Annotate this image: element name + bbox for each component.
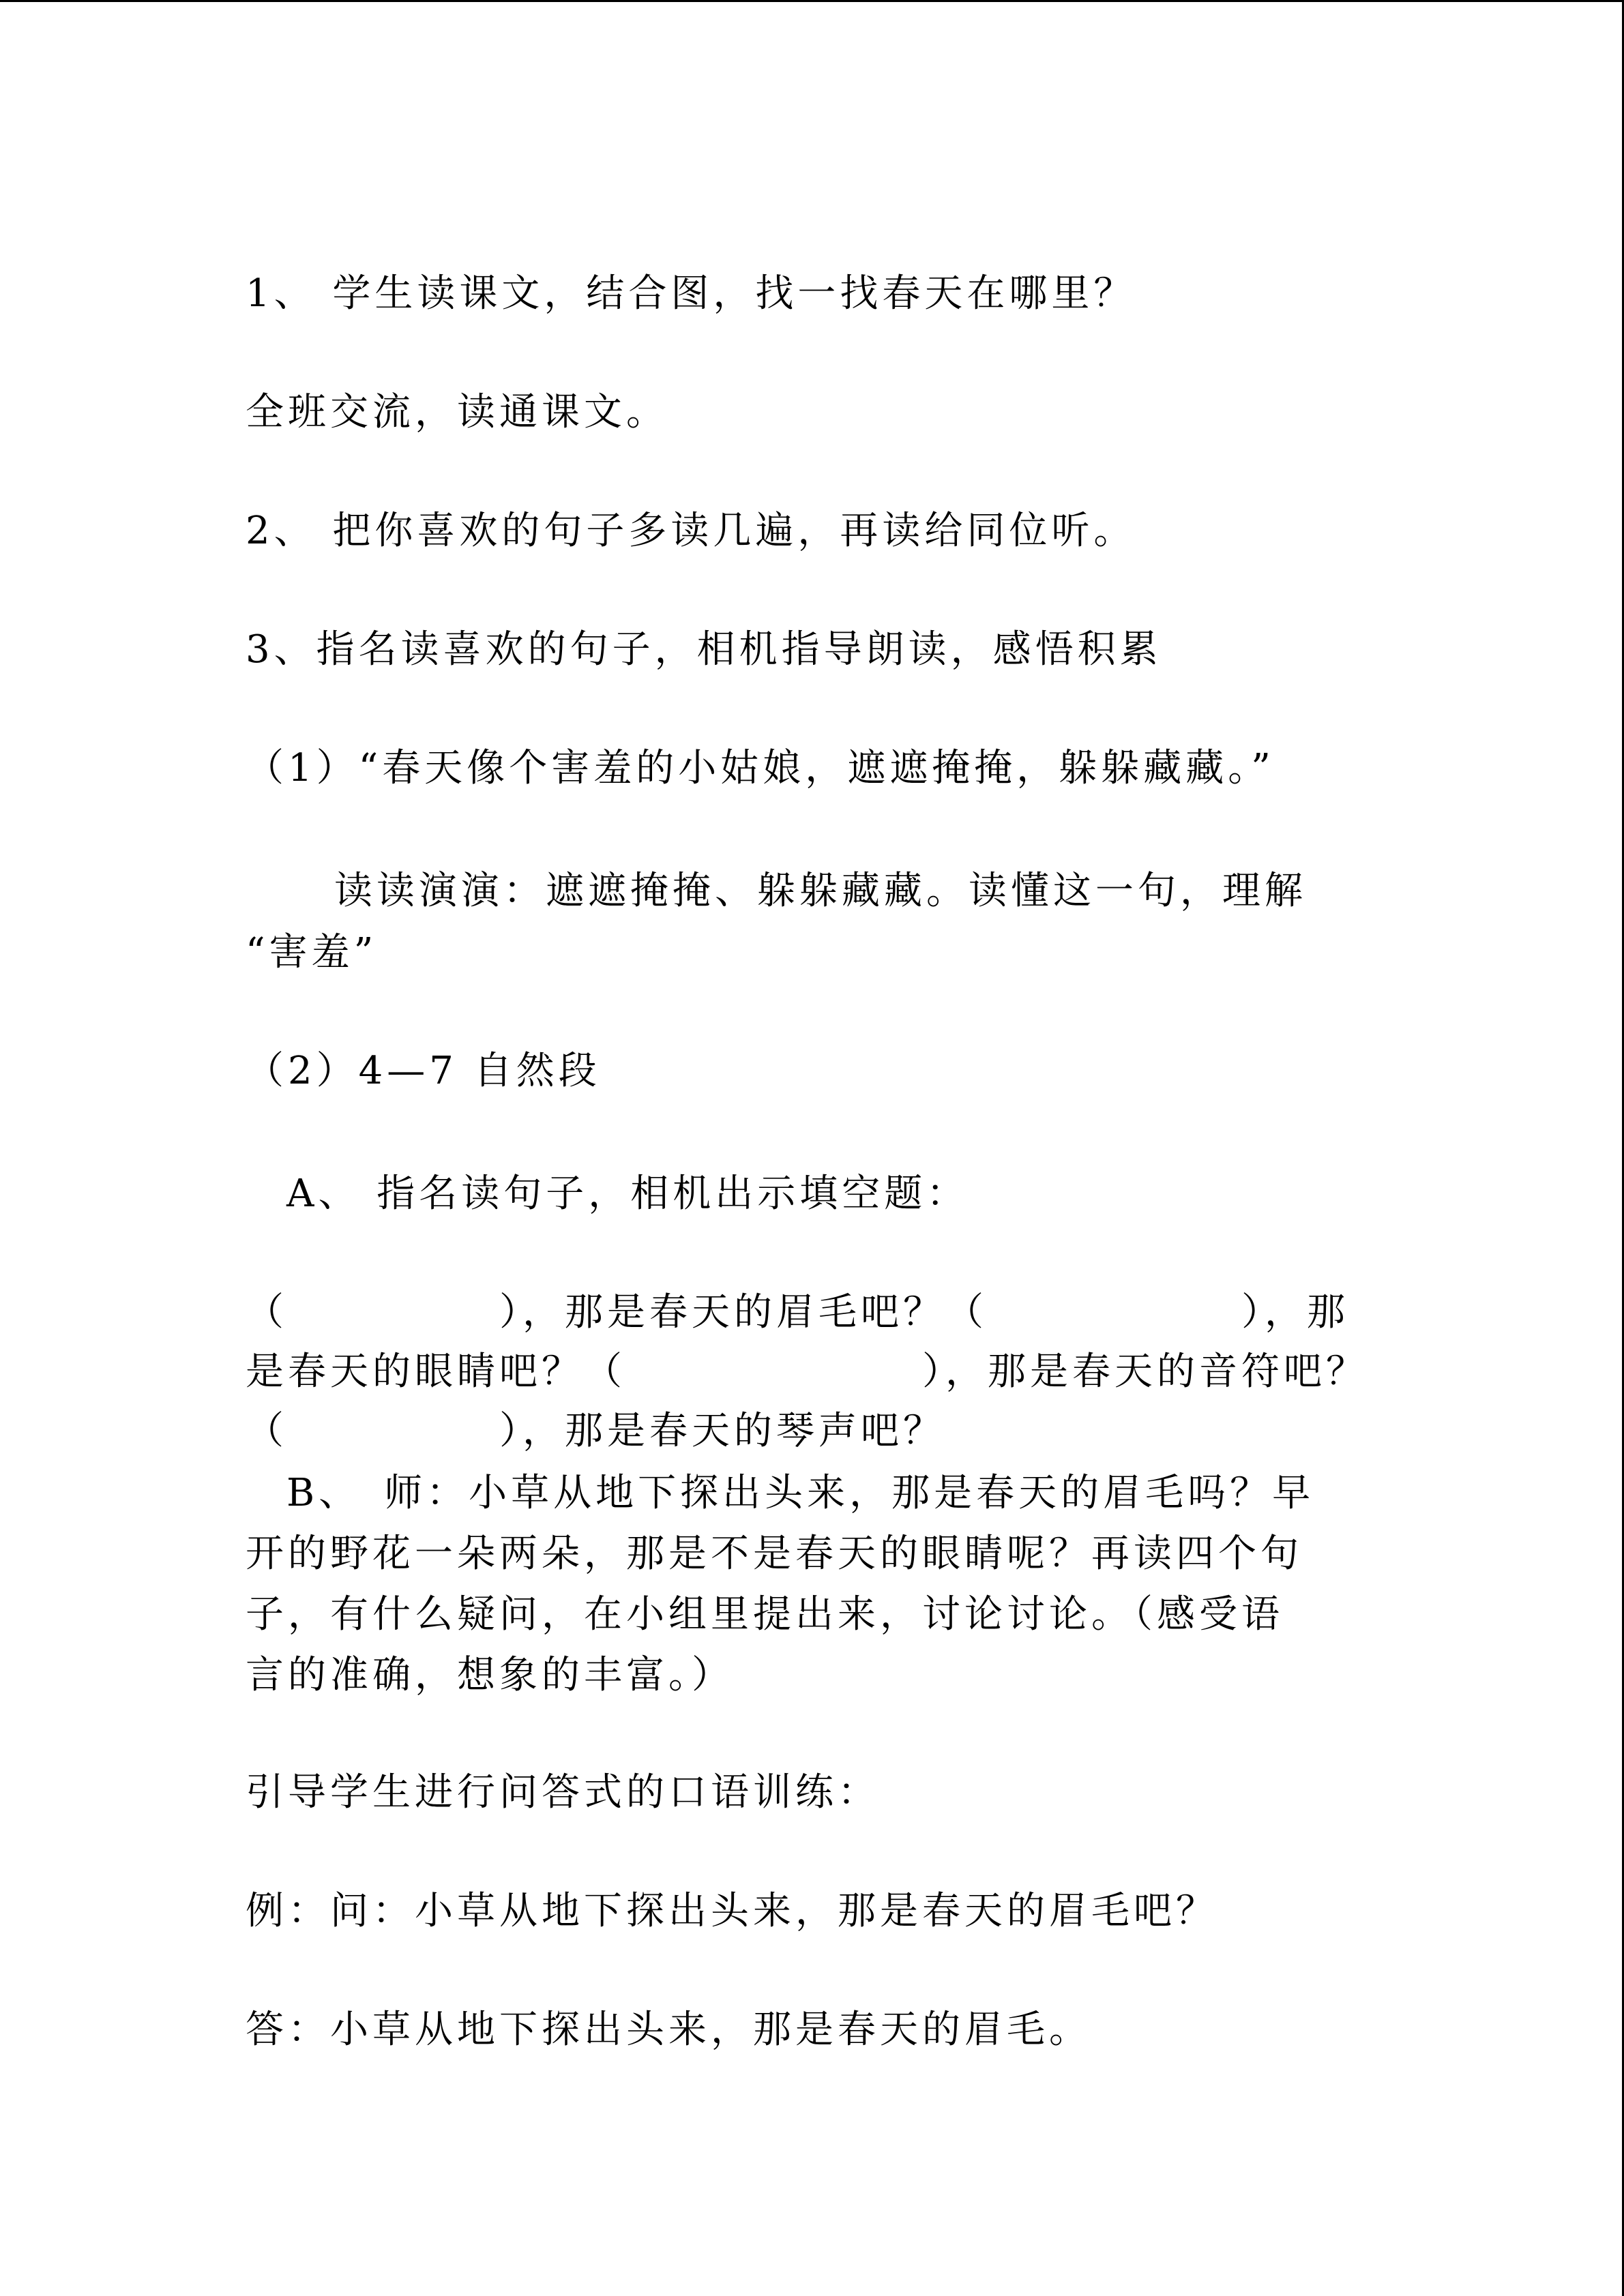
class-exchange-text: 全班交流，读通课文。 [246,390,668,434]
example-answer-text: 答：小草从地下探出头来，那是春天的眉毛。 [246,2008,1091,2052]
item-a-text: A、 指名读句子，相机出示填空题： [286,1172,969,1216]
fill-blank-line-3: （ ），那是春天的琴声吧？ [246,1409,945,1453]
oral-training-text: 引导学生进行问答式的口语训练： [246,1770,880,1815]
read-act-line-2: “害羞” [246,930,378,974]
read-act-line-1: 读读演演：遮遮掩掩、躲躲藏藏。读懂这一句，理解 [334,869,1307,913]
sentence-1-quote: （1）“春天像个害羞的小姑娘，遮遮掩掩，躲躲藏藏。” [246,746,1275,790]
step-3-text: 3、指名读喜欢的句子，相机指导朗读，感悟积累 [246,627,1162,672]
paragraphs-4-7-heading: （2）4—7 自然段 [246,1049,601,1093]
item-b-line-3: 子，有什么疑问，在小组里提出来，讨论讨论。（感受语 [246,1592,1284,1637]
item-b-line-1: B、 师：小草从地下探出头来，那是春天的眉毛吗？早 [286,1471,1315,1515]
step-1-text: 1、 学生读课文，结合图，找一找春天在哪里？ [246,271,1136,316]
step-2-text: 2、 把你喜欢的句子多读几遍，再读给同位听。 [246,509,1136,553]
example-question-text: 例：问：小草从地下探出头来，那是春天的眉毛吧？ [246,1889,1218,1933]
item-b-line-4: 言的准确，想象的丰富。） [246,1653,734,1697]
fill-blank-line-2: 是春天的眼睛吧？（ ），那是春天的音符吧？ [246,1350,1368,1394]
item-b-line-2: 开的野花一朵两朵，那是不是春天的眼睛呢？再读四个句 [246,1532,1303,1576]
fill-blank-line-1: （ ），那是春天的眉毛吧？（ ），那 [246,1290,1349,1335]
